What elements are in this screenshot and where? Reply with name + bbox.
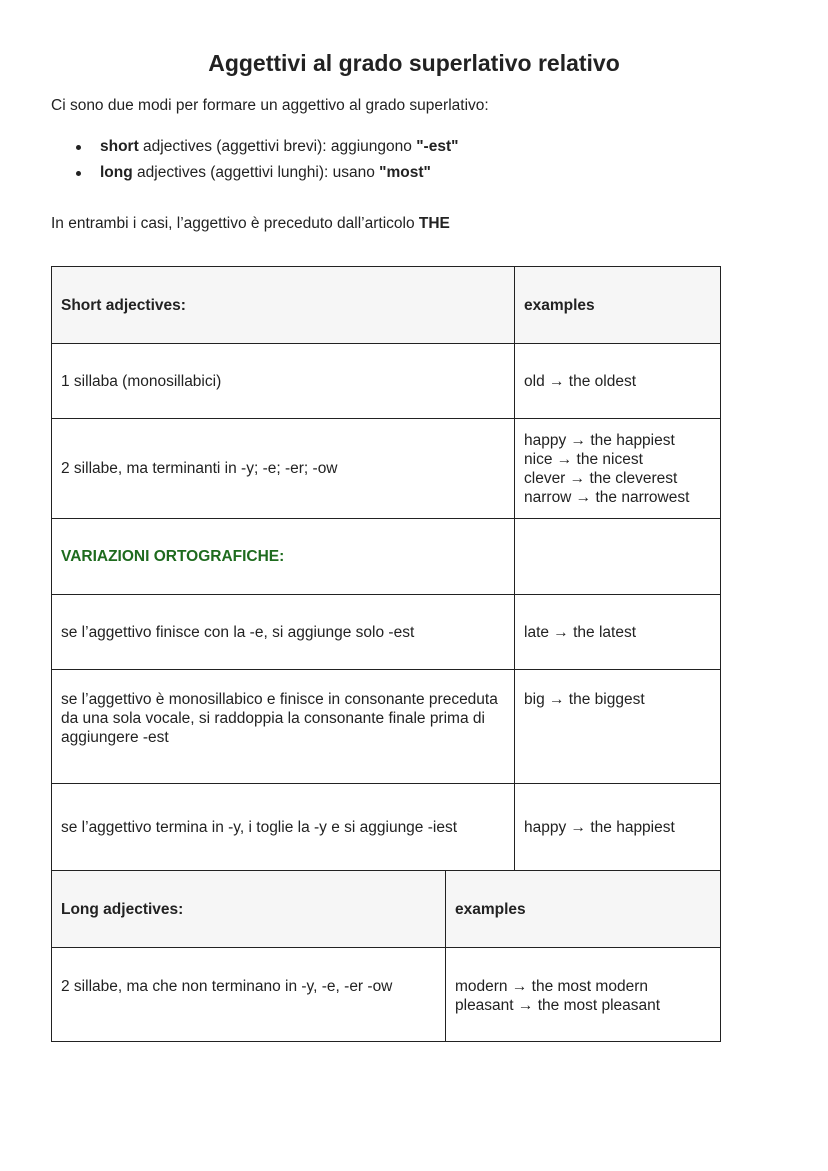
header-cell: examples bbox=[446, 871, 721, 948]
examples-cell bbox=[515, 784, 721, 871]
long-adjectives-table bbox=[51, 870, 721, 1042]
bullet-list bbox=[51, 136, 458, 188]
header-cell: Short adjectives: bbox=[52, 267, 515, 344]
bullet-icon bbox=[76, 145, 81, 150]
examples-cell bbox=[515, 670, 721, 784]
example-line: old → the oldest bbox=[524, 372, 637, 390]
bullet-icon bbox=[76, 171, 81, 176]
intro-text: Ci sono due modi per formare un aggettivo al grado superlativo: bbox=[51, 97, 489, 114]
bullet-text: adjectives (aggettivi lunghi): usano bbox=[132, 164, 380, 181]
table-row bbox=[52, 784, 721, 871]
examples-cell bbox=[515, 595, 721, 670]
example-line: big → the biggest bbox=[524, 691, 645, 708]
list-item bbox=[51, 136, 458, 162]
example-line: clever → the cleverest bbox=[524, 469, 678, 487]
section-heading-cell: VARIAZIONI ORTOGRAFICHE: bbox=[52, 519, 515, 595]
example-line: modern → the most modern bbox=[455, 978, 648, 995]
table-row bbox=[52, 519, 721, 595]
table-row bbox=[52, 419, 721, 519]
table-row bbox=[52, 948, 721, 1042]
note-bold: THE bbox=[418, 215, 450, 232]
rule-cell: 2 sillabe, ma che non terminano in -y, -e, -er -ow bbox=[52, 948, 446, 1042]
table-header-row bbox=[52, 267, 721, 344]
examples-cell bbox=[515, 519, 721, 595]
header-cell: Long adjectives: bbox=[52, 871, 446, 948]
table-row bbox=[52, 595, 721, 670]
bullet-bold: long bbox=[100, 164, 133, 181]
example-line: narrow → the narrowest bbox=[524, 488, 690, 506]
note-text bbox=[51, 215, 450, 233]
example-line: happy → the happiest bbox=[524, 818, 675, 836]
page-title: Aggettivi al grado superlativo relativo bbox=[208, 50, 620, 76]
examples-cell bbox=[515, 344, 721, 419]
examples-cell bbox=[515, 419, 721, 519]
example-line: happy → the happiest bbox=[524, 431, 675, 449]
examples-cell bbox=[446, 948, 721, 1042]
table-row bbox=[52, 670, 721, 784]
short-adjectives-table bbox=[51, 266, 721, 871]
bullet-quoted: "-est" bbox=[416, 138, 459, 155]
example-line: pleasant → the most pleasant bbox=[455, 997, 661, 1014]
rule-cell: 2 sillabe, ma terminanti in -y; -e; -er; -ow bbox=[52, 419, 515, 519]
note-body: In entrambi i casi, l’aggettivo è preceduto dall’articolo bbox=[51, 215, 419, 232]
rule-cell: se l’aggettivo è monosillabico e finisce in consonante preceduta da una sola vocale, si raddoppia la consonante finale prima di aggiungere -est bbox=[52, 670, 515, 784]
table-row bbox=[52, 344, 721, 419]
rule-cell: 1 sillaba (monosillabici) bbox=[52, 344, 515, 419]
rule-cell: se l’aggettivo finisce con la -e, si aggiunge solo -est bbox=[52, 595, 515, 670]
example-line: late → the latest bbox=[524, 623, 637, 641]
list-item bbox=[51, 162, 458, 188]
example-line: nice → the nicest bbox=[524, 450, 643, 468]
rule-cell: se l’aggettivo termina in -y, i toglie la -y e si aggiunge -iest bbox=[52, 784, 515, 871]
header-cell: examples bbox=[515, 267, 721, 344]
bullet-quoted: "most" bbox=[379, 164, 431, 181]
table-header-row bbox=[52, 871, 721, 948]
bullet-text: adjectives (aggettivi brevi): aggiungono bbox=[138, 138, 417, 155]
bullet-bold: short bbox=[100, 138, 139, 155]
